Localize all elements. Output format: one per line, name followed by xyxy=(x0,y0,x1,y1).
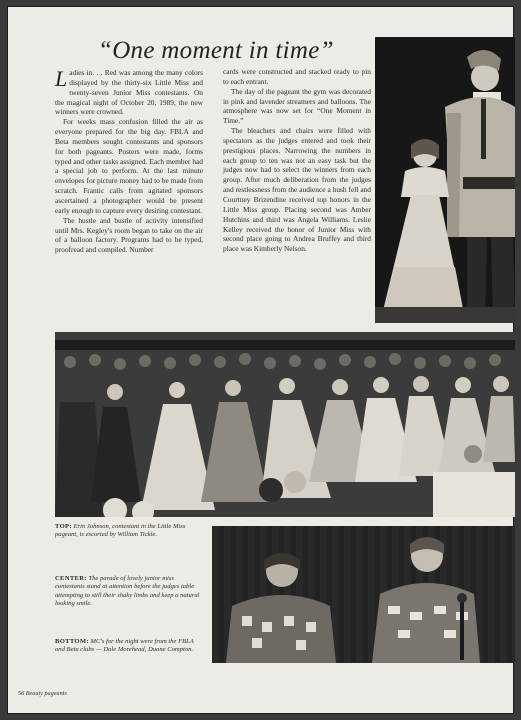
caption-top xyxy=(55,523,205,540)
caption-text: The parade of lovely junior miss contestants stand at attention before the judges table attempting to still their shaky limbs and keep a natural looking smile. xyxy=(55,575,200,608)
drop-cap: L xyxy=(55,66,68,91)
caption-text: Erin Johnson, contestant in the Little Miss pageant, is escorted by William Tickle. xyxy=(55,523,186,539)
top-photo xyxy=(375,37,515,323)
article-paragraph: Ladies in. . . Red was among the many colors displayed by the thirty-six Little Miss and twenty-seven Junior Miss contestants. On the magical night of October 20, 1989, the new winners were crowned. xyxy=(55,66,203,117)
caption-label: BOTTOM: xyxy=(55,638,89,645)
article-paragraph: cards were constructed and stacked ready to pin to each entrant. xyxy=(223,67,371,86)
caption-bottom xyxy=(55,638,205,655)
article-paragraph: The hustle and bustle of activity intensified until Mrs. Kegley's room began to take on the air of a balloon factory. Programs had to be typed, proofread and compiled. Number xyxy=(55,215,203,255)
caption-text: MC's for the night were from the FBLA and Beta clubs — Dale Morehead, Duane Compton. xyxy=(55,638,194,654)
article-column-1 xyxy=(55,68,203,255)
center-photo xyxy=(55,332,515,517)
bottom-photo-image xyxy=(212,526,515,663)
article-paragraph: The bleachers and chairs were filled with spectators as the judges entered and took their prestigious places. Narrowing the numbers in each group to ten was not an easy task but the judges now had to select the winners from each group. After much deliberation from the judges and restlessness from the audience a hush fell and Courtney Brizendine received top honors in the Little Miss group. Placing second was Amber Hutchins and third was Angela Williams. Leslie Kelley received the honor of Junior Miss with second place going to Andrea Bruffey and third place was Kimberly Nelson. xyxy=(223,126,371,254)
top-photo-image xyxy=(375,37,515,323)
caption-label: CENTER: xyxy=(55,575,87,582)
article-paragraph: For weeks mass confusion filled the air as everyone prepared for the big day. FBLA and Beta members sought contestants and sponsors for both pageants. Posters were made, forms typed and other tasks assigned. Each member had a special job to perform. At the last minute envelopes for picture money had to be made from scratch. Frantic calls from agitated sponsors ascertained a photographer would be present early enough to capture every desiring contestant. xyxy=(55,117,203,215)
page-title: “One moment in time” xyxy=(98,37,334,64)
caption-label: TOP: xyxy=(55,523,72,530)
center-photo-image xyxy=(55,332,515,517)
article-column-2 xyxy=(223,67,371,254)
article-paragraph: The day of the pageant the gym was decorated in pink and lavender streamers and balloons. The atmosphere was now set for “One Moment in Time.” xyxy=(223,86,371,126)
yearbook-page xyxy=(7,6,514,714)
caption-center xyxy=(55,575,205,609)
page-folio: 56 Beauty pageants xyxy=(18,690,67,697)
bottom-photo xyxy=(212,526,515,663)
